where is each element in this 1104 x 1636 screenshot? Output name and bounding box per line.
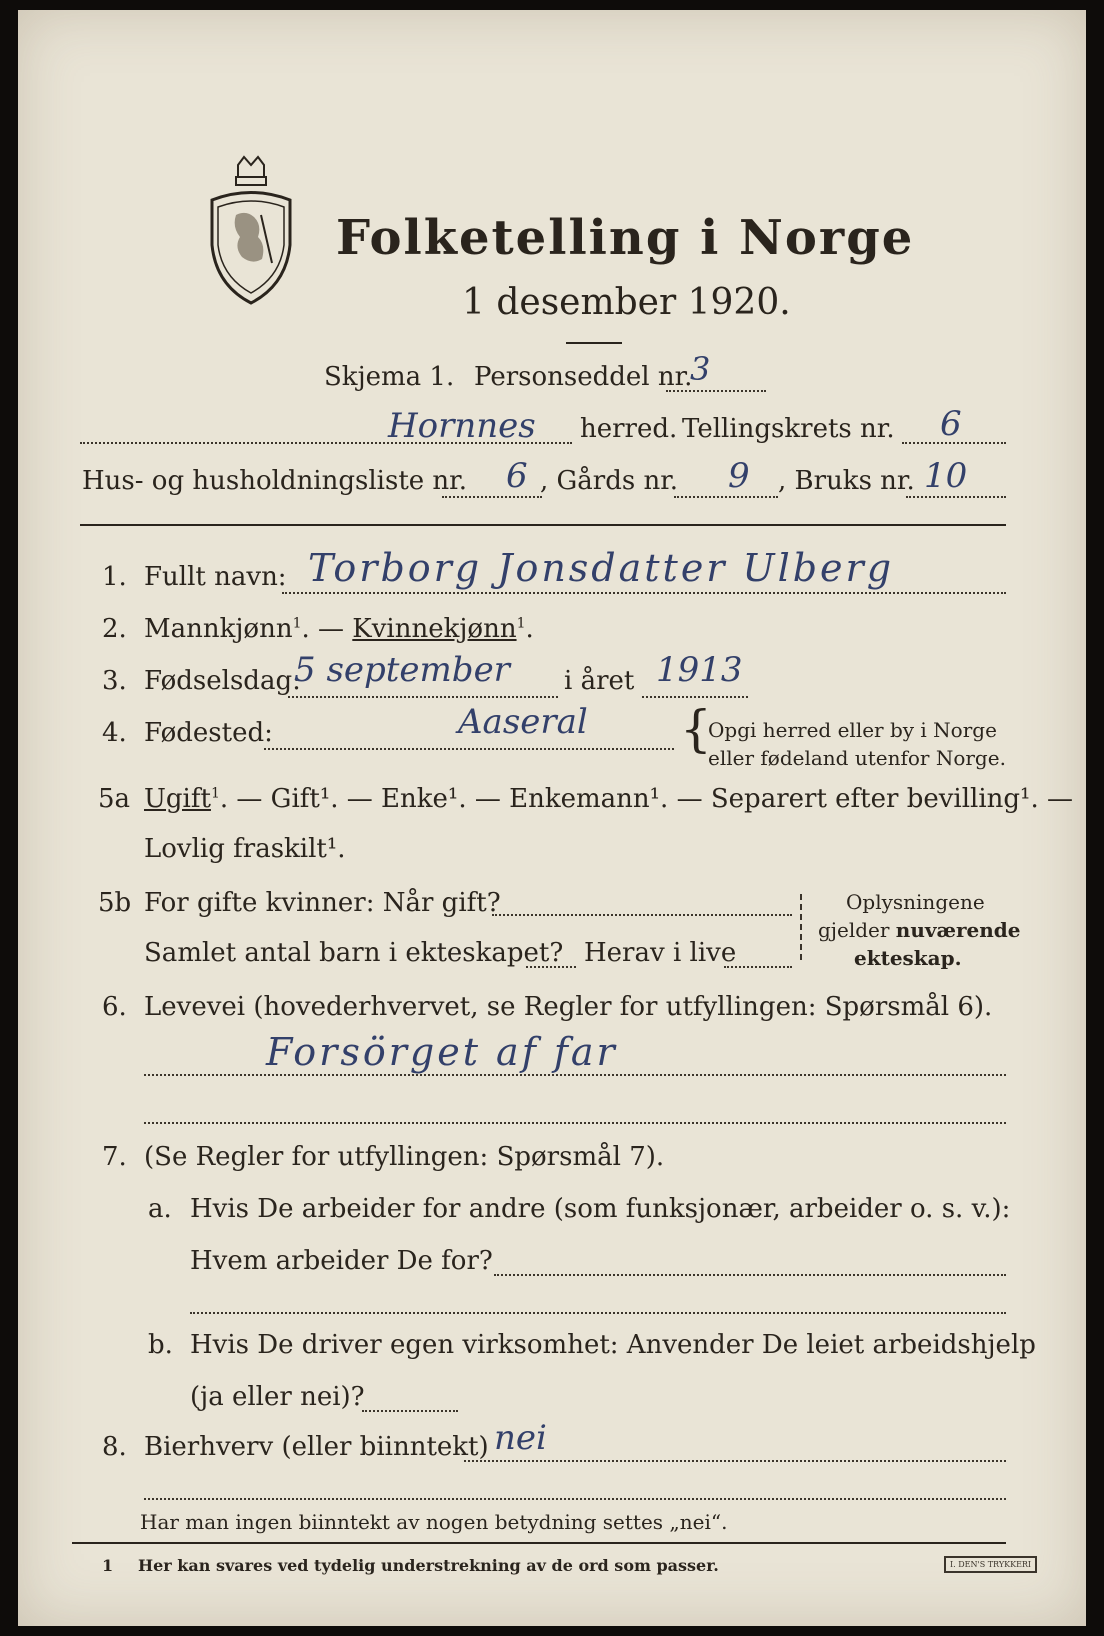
printer-stamp: I. DEN'S TRYKKERI [944,1556,1037,1573]
q5a-number: 5a [98,784,131,814]
q7a-line2 [190,1312,1006,1314]
q7b-label2: (ja eller nei)? [190,1382,365,1412]
q5b-label-alive: Herav i live [584,938,737,968]
q5b-note-line2: gjelder nuværende [818,918,1021,942]
q8-secondary-income: nei [494,1418,547,1458]
husliste-value: 6 [506,456,528,496]
q2-female-option: Kvinnekjønn [352,614,517,644]
q7b-letter: b. [148,1330,173,1360]
q4-line [264,748,674,750]
q5a-marital-options: Ugift$^1$. — Gift¹. — Enke¹. — Enkemann¹. — Separert efter bevilling¹. — [144,784,1074,814]
q7-label: (Se Regler for utfyllingen: Spørsmål 7). [144,1142,665,1172]
q1-line [282,592,1006,594]
q7-number: 7. [102,1142,127,1172]
bruks-value: 10 [924,456,968,496]
gards-value: 9 [728,456,750,496]
q6-occupation: Forsörget af far [266,1030,618,1074]
q6-line1 [144,1074,1006,1076]
personseddel-line [666,390,766,392]
q7a-label2: Hvem arbeider De for? [190,1246,493,1276]
footnote-text: Her kan svares ved tydelig understrekning av de ord som passer. [138,1556,719,1575]
q7a-label: Hvis De arbeider for andre (som funksjonær, arbeider o. s. v.): [190,1194,1011,1224]
q3-year-label: i året [564,666,635,696]
q2-male-option: Mannkjønn [144,614,293,644]
q1-label: Fullt navn: [144,562,287,592]
q5a-ugift-option: Ugift [144,784,211,814]
tellingskrets-label: Tellingskrets nr. [682,414,895,444]
q4-number: 4. [102,718,127,748]
q5b-number: 5b [98,888,132,918]
q5b-note-line1: Oplysningene [846,890,985,914]
title-divider [566,342,622,344]
q4-note-line1: Opgi herred eller by i Norge [708,718,997,742]
q2-gender: Mannkjønn$^1$. — Kvinnekjønn$^1$. [144,614,534,644]
census-form-page [18,10,1086,1626]
form-title: Folketelling i Norge [336,210,915,266]
header-divider [80,524,1006,526]
bruks-line [906,496,1006,498]
husliste-label: Hus- og husholdningsliste nr. [82,466,468,496]
q3-birth-year: 1913 [656,650,743,690]
q4-brace: { [680,700,712,758]
gards-label: , Gårds nr. [540,466,679,496]
q7b-line [362,1410,458,1412]
income-note: Har man ingen biinntekt av nogen betydning settes „nei“. [140,1510,728,1534]
norway-coat-of-arms-icon [206,155,296,305]
q7a-letter: a. [148,1194,172,1224]
herred-label: herred. [580,414,678,444]
q1-full-name: Torborg Jonsdatter Ulberg [308,546,895,590]
q5b-children-line [526,966,576,968]
herred-value: Hornnes [388,406,536,446]
skjema-label: Skjema 1. [324,362,455,392]
q3-year-line [642,696,748,698]
q8-line [464,1460,1006,1462]
q5b-bracket [800,894,802,960]
q6-line2 [144,1122,1006,1124]
form-date: 1 desember 1920. [462,282,791,323]
q2-separator: . — [301,614,345,644]
q5a-other-options: . — Gift¹. — Enke¹. — Enkemann¹. — Separert efter bevilling¹. — [219,784,1074,814]
q5b-label-children: Samlet antal barn i ekteskapet? [144,938,564,968]
q4-note-line2: eller fødeland utenfor Norge. [708,746,1006,770]
q5a-line2: Lovlig fraskilt¹. [144,834,346,864]
q7b-label: Hvis De driver egen virksomhet: Anvender De leiet arbeidshjelp [190,1330,1036,1360]
bruks-label: , Bruks nr. [778,466,915,496]
q8-number: 8. [102,1432,127,1462]
q5b-married-line [492,914,792,916]
q5b-alive-line [724,966,792,968]
q4-birthplace: Aaseral [458,702,588,742]
q7a-line1 [494,1274,1006,1276]
q8-label: Bierhverv (eller biinntekt) [144,1432,489,1462]
personseddel-label: Personseddel nr. [474,362,693,392]
q3-number: 3. [102,666,127,696]
q6-number: 6. [102,992,127,1022]
q3-label: Fødselsdag: [144,666,301,696]
q6-label: Levevei (hovederhvervet, se Regler for utfyllingen: Spørsmål 6). [144,992,993,1022]
personseddel-value: 3 [690,350,711,388]
footnote-divider [72,1542,1006,1544]
q8-line2 [144,1498,1006,1500]
q1-number: 1. [102,562,127,592]
husliste-line [442,496,542,498]
q5b-label-married: For gifte kvinner: Når gift? [144,888,501,918]
gards-line [674,496,778,498]
q3-line [288,696,558,698]
q3-birth-date: 5 september [294,650,510,690]
footnote-mark: 1 [102,1556,114,1575]
tellingskrets-value: 6 [940,404,962,444]
q4-label: Fødested: [144,718,273,748]
q2-number: 2. [102,614,127,644]
q5b-note-line3: ekteskap. [854,946,962,970]
